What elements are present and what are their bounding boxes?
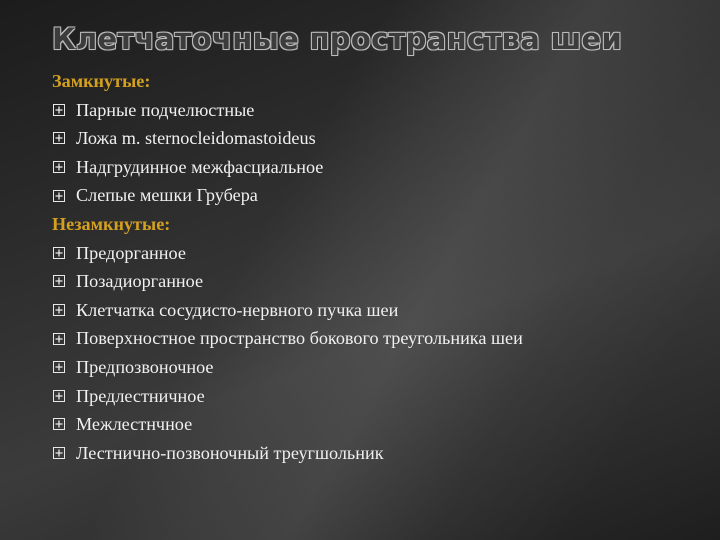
list-item-text: Позадиорганное bbox=[76, 271, 204, 292]
boxed-plus-icon bbox=[52, 417, 76, 431]
boxed-plus-icon bbox=[52, 103, 76, 117]
boxed-plus-icon bbox=[52, 360, 76, 374]
list-item bbox=[52, 296, 702, 325]
list-item-text: Клетчатка сосудисто-нервного пучка шеи bbox=[76, 299, 399, 320]
boxed-plus-icon bbox=[52, 303, 76, 317]
list-item-text: Парные подчелюстные bbox=[76, 99, 255, 120]
list-item-text: Слепые мешки Грубера bbox=[76, 185, 258, 206]
boxed-plus-icon bbox=[52, 246, 76, 260]
list-item bbox=[52, 239, 702, 268]
list-item-text: Межлестнчное bbox=[76, 414, 193, 435]
boxed-plus-icon bbox=[52, 332, 76, 346]
list-item-text: Надгрудинное межфасциальное bbox=[76, 156, 324, 177]
list-item bbox=[52, 382, 702, 411]
slide-title: Клетчаточные пространства шеи bbox=[52, 22, 623, 56]
list-item-text: Предлестничное bbox=[76, 385, 205, 406]
boxed-plus-icon bbox=[52, 274, 76, 288]
list-item bbox=[52, 353, 702, 382]
slide-content bbox=[52, 67, 702, 467]
list-item bbox=[52, 267, 702, 296]
list-item bbox=[52, 324, 702, 353]
boxed-plus-icon bbox=[52, 131, 76, 145]
section-heading-open: Незамкнутые: bbox=[52, 213, 171, 234]
list-item bbox=[52, 124, 702, 153]
list-item bbox=[52, 439, 702, 468]
boxed-plus-icon bbox=[52, 189, 76, 203]
list-item-text: Лестнично-позвоночный треугшольник bbox=[76, 442, 384, 463]
boxed-plus-icon bbox=[52, 389, 76, 403]
list-item-text: Предпозвоночное bbox=[76, 356, 214, 377]
list-item-text: Поверхностное пространство бокового треугольника шеи bbox=[76, 328, 523, 349]
list-item bbox=[52, 181, 702, 210]
boxed-plus-icon bbox=[52, 446, 76, 460]
list-item bbox=[52, 96, 702, 125]
list-item-text: Ложа m. sternocleidomastoideus bbox=[76, 128, 316, 149]
boxed-plus-icon bbox=[52, 160, 76, 174]
list-item bbox=[52, 153, 702, 182]
section-heading-closed: Замкнутые: bbox=[52, 71, 151, 91]
list-item-text: Предорганное bbox=[76, 242, 186, 263]
list-item bbox=[52, 410, 702, 439]
